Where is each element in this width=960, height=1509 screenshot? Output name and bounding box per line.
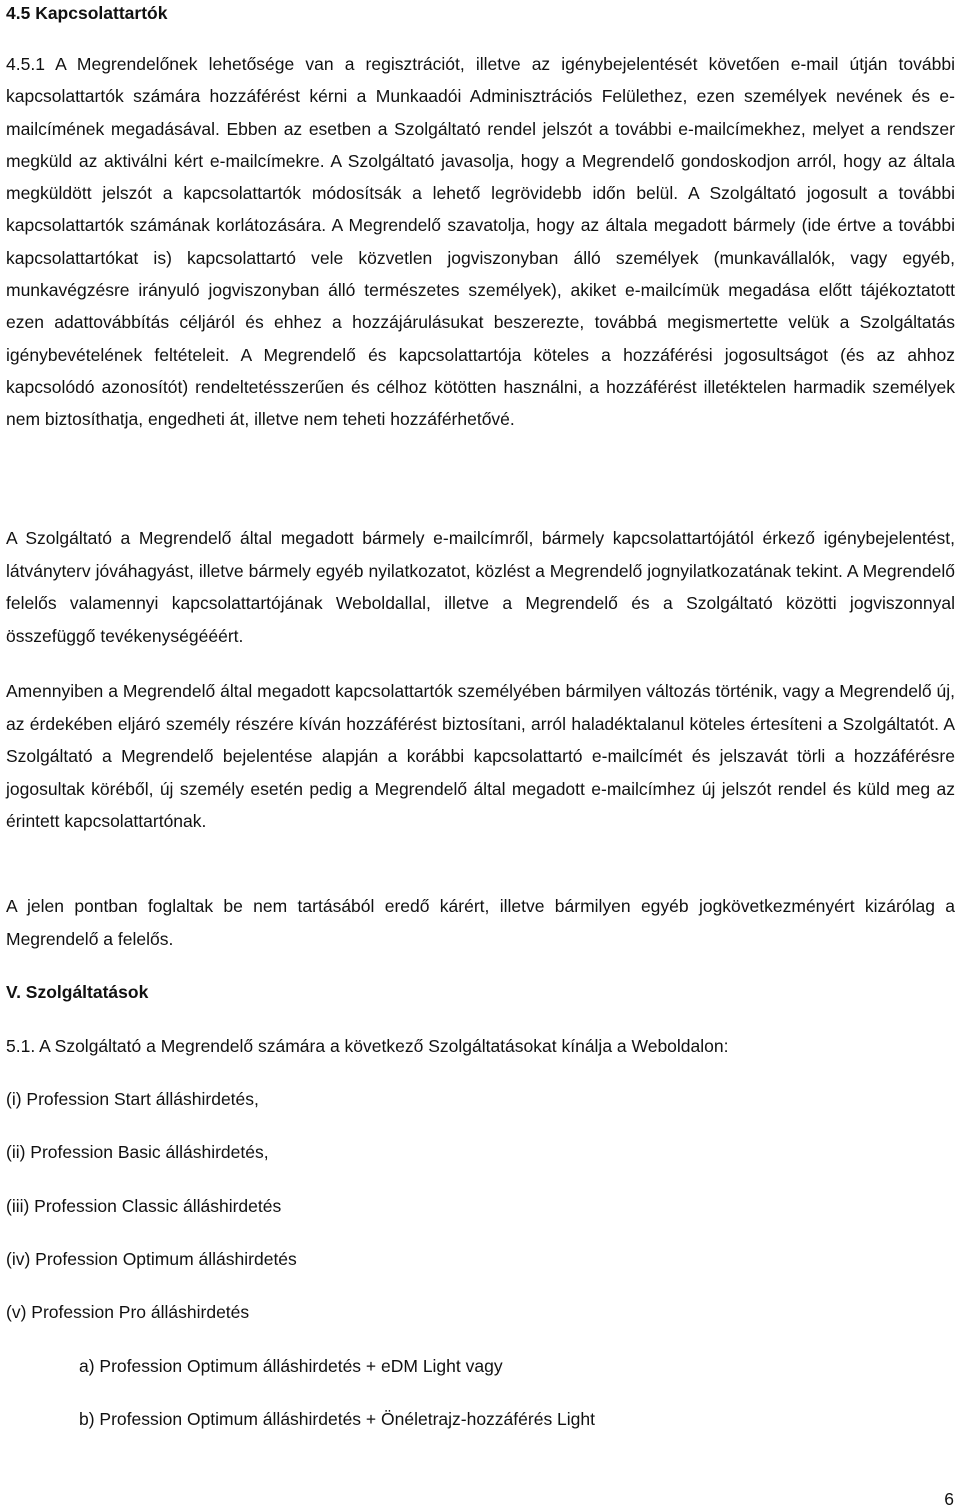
sub-service-item: a) Profession Optimum álláshirdetés + eDM Light vagy (79, 1356, 503, 1376)
paragraph-changes: Amennyiben a Megrendelő által megadott kapcsolattartók személyében bármilyen változás történik, vagy a Megrendelő új, az érdekében eljáró személy részére kíván hozzáférést biztosítani, arról haladéktalanul köteles értesíteni a Szolgáltatót. A Szolgáltató a Megrendelő bejelentése alapján a korábbi kapcsolattartó e-mailcímét és jelszavát törli a hozzáférésre jogosultak köréből, új személy esetén pedig a Megrendelő által megadott e-mailcímhez új jelszót rendel és küld meg az érintett kapcsolattartónak. (6, 681, 955, 831)
service-item: (ii) Profession Basic álláshirdetés, (6, 1142, 269, 1162)
service-item: (iii) Profession Classic álláshirdetés (6, 1196, 282, 1216)
sub-service-item: b) Profession Optimum álláshirdetés + Önéletrajz-hozzáférés Light (79, 1409, 596, 1429)
paragraph-liability: A jelen pontban foglaltak be nem tartásából eredő kárért, illetve bármilyen egyéb jogkövetkezményért kizárólag a Megrendelő a felelős. (6, 896, 955, 949)
page-number: 6 (944, 1489, 954, 1509)
section-heading: 4.5 Kapcsolattartók (6, 3, 168, 23)
paragraph-declarations: A Szolgáltató a Megrendelő által megadott bármely e-mailcímről, bármely kapcsolattartójától érkező igénybejelentést, látványterv jóváhagyást, illetve bármely egyéb nyilatkozatot, közlést a Megrendelő jognyilatkozatának tekint. A Megrendelő felelős valamennyi kapcsolattartójának Weboldallal, illetve a Megrendelő és a Szolgáltató közötti jogviszonnyal összefüggő tevékenységééért. (6, 528, 955, 646)
service-item: (v) Profession Pro álláshirdetés (6, 1302, 250, 1322)
paragraph-contacts: 4.5.1 A Megrendelőnek lehetősége van a regisztrációt, illetve az igénybejelentését követően e-mail útján további kapcsolattartók számára hozzáférést kérni a Munkaadói Adminisztrációs Felülethez, ezen személyek nevének és e-mailcímének megadásával. Ebben az esetben a Szolgáltató rendel jelszót a további e-mailcímekhez, melyet a rendszer megküld az aktiválni kért e-mailcímekre. A Szolgáltató javasolja, hogy a Megrendelő gondoskodjon arról, hogy az általa megküldött jelszót a kapcsolattartók módosítsák a lehető legrövidebb időn belül. A Szolgáltató jogosult a további kapcsolattartók számának korlátozására. A Megrendelő szavatolja, hogy az általa megadott bármely (ide értve a további kapcsolattartókat is) kapcsolattartó vele közvetlen jogviszonyban álló személyek (munkavállalók, vagy egyéb, munkavégzésre irányuló jogviszonyban álló természetes személyek), akiket e-mailcímük megadása előtt tájékoztatott ezen adattovábbítás céljáról és ehhez a hozzájárulásukat beszerezte, továbbá megismertette velük a Szolgáltatás igénybevételének feltételeit. A Megrendelő és kapcsolattartója köteles a hozzáférési jogosultságot (és az ahhoz kapcsolódó azonosítót) rendeltetésszerűen és célhoz kötötten használni, a hozzáférést illetéktelen harmadik személyek nem biztosíthatja, engedheti át, illetve nem teheti hozzáférhetővé. (6, 54, 955, 430)
service-item: (iv) Profession Optimum álláshirdetés (6, 1249, 297, 1269)
services-intro: 5.1. A Szolgáltató a Megrendelő számára a következő Szolgáltatásokat kínálja a Weboldalon: (6, 1036, 729, 1056)
chapter-heading: V. Szolgáltatások (6, 982, 149, 1002)
service-item: (i) Profession Start álláshirdetés, (6, 1089, 259, 1109)
